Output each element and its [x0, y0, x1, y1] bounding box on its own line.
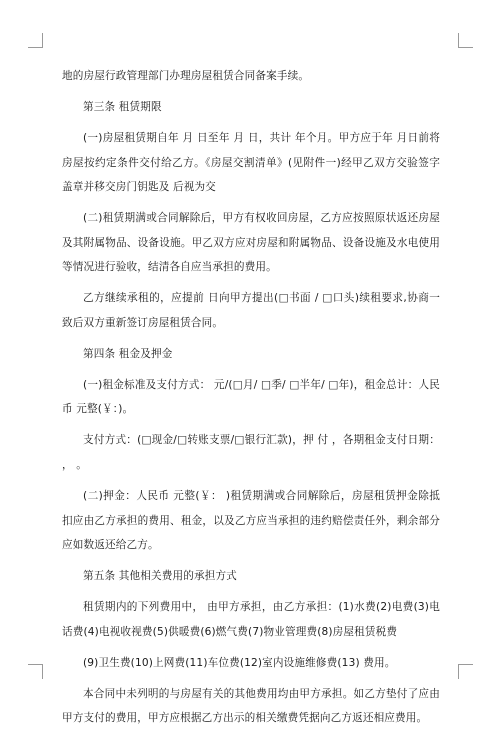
crop-mark-bottom-right [458, 664, 473, 679]
paragraph-lease-period: (一)房屋租赁期自年 月 日至年 月 日，共计 年个月。甲方应于年 月日前将房屋按约定条件交付给乙方。《房屋交割清单》(见附件一)经甲乙双方交验签字盖章并移交房门钥匙及 后视为交 [62, 131, 440, 194]
paragraph-deposit: (二)押金：人民币 元整(￥： )租赁期满或合同解除后，房屋租赁押金除抵扣应由乙方承担的费用、租金，以及乙方应当承担的违约赔偿责任外，剩余部分应如数返还给乙方。 [62, 490, 440, 552]
paragraph-fee-list-continued: (9)卫生费(10)上网费(11)车位费(12)室内设施维修费(13) 费用。 [83, 656, 396, 669]
paragraph-unlisted-fees: 本合同中未列明的与房屋有关的其他费用均由甲方承担。如乙方垫付了应由甲方支付的费用，甲方应根据乙方出示的相关缴费凭据向乙方返还相应费用。 [62, 687, 440, 725]
paragraph-fee-list: 租赁期内的下列费用中， 由甲方承担，由乙方承担：(1)水费(2)电费(3)电话费(4)电视收视费(5)供暖费(6)燃气费(7)物业管理费(8)房屋租赁税费 [62, 601, 440, 638]
paragraph-continuation: 地的房屋行政管理部门办理房屋租赁合同备案手续。 [62, 70, 310, 82]
paragraph-renewal: 乙方继续承租的，应提前 日向甲方提出(□书面 / □口头)续租要求,协商一致后双方重新签订房屋租赁合同。 [62, 292, 440, 329]
section-heading-other-fees: 第五条 其他相关费用的承担方式 [83, 570, 237, 583]
crop-mark-bottom-left [28, 664, 43, 679]
section-heading-lease-term: 第三条 租赁期限 [83, 100, 162, 113]
paragraph-payment-method: 支付方式：(□现金/□转账支票/□银行汇款)，押 付 ，各期租金支付日期： ， 。 [62, 434, 440, 472]
document-body [62, 64, 440, 737]
paragraph-lease-expiry: (二)租赁期满或合同解除后，甲方有权收回房屋，乙方应按照原状返还房屋及其附属物品、设备设施。甲乙双方应对房屋和附属物品、设备设施及水电使用等情况进行验收，结清各自应当承担的费用。 [62, 212, 440, 274]
paragraph-rent-standard: (一)租金标准及支付方式： 元/(□月/ □季/ □半年/ □年)，租金总计：人民币 元整(￥：)。 [62, 378, 440, 416]
crop-mark-top-right [458, 33, 473, 48]
crop-mark-top-left [28, 33, 43, 48]
section-heading-rent-deposit: 第四条 租金及押金 [83, 347, 173, 360]
